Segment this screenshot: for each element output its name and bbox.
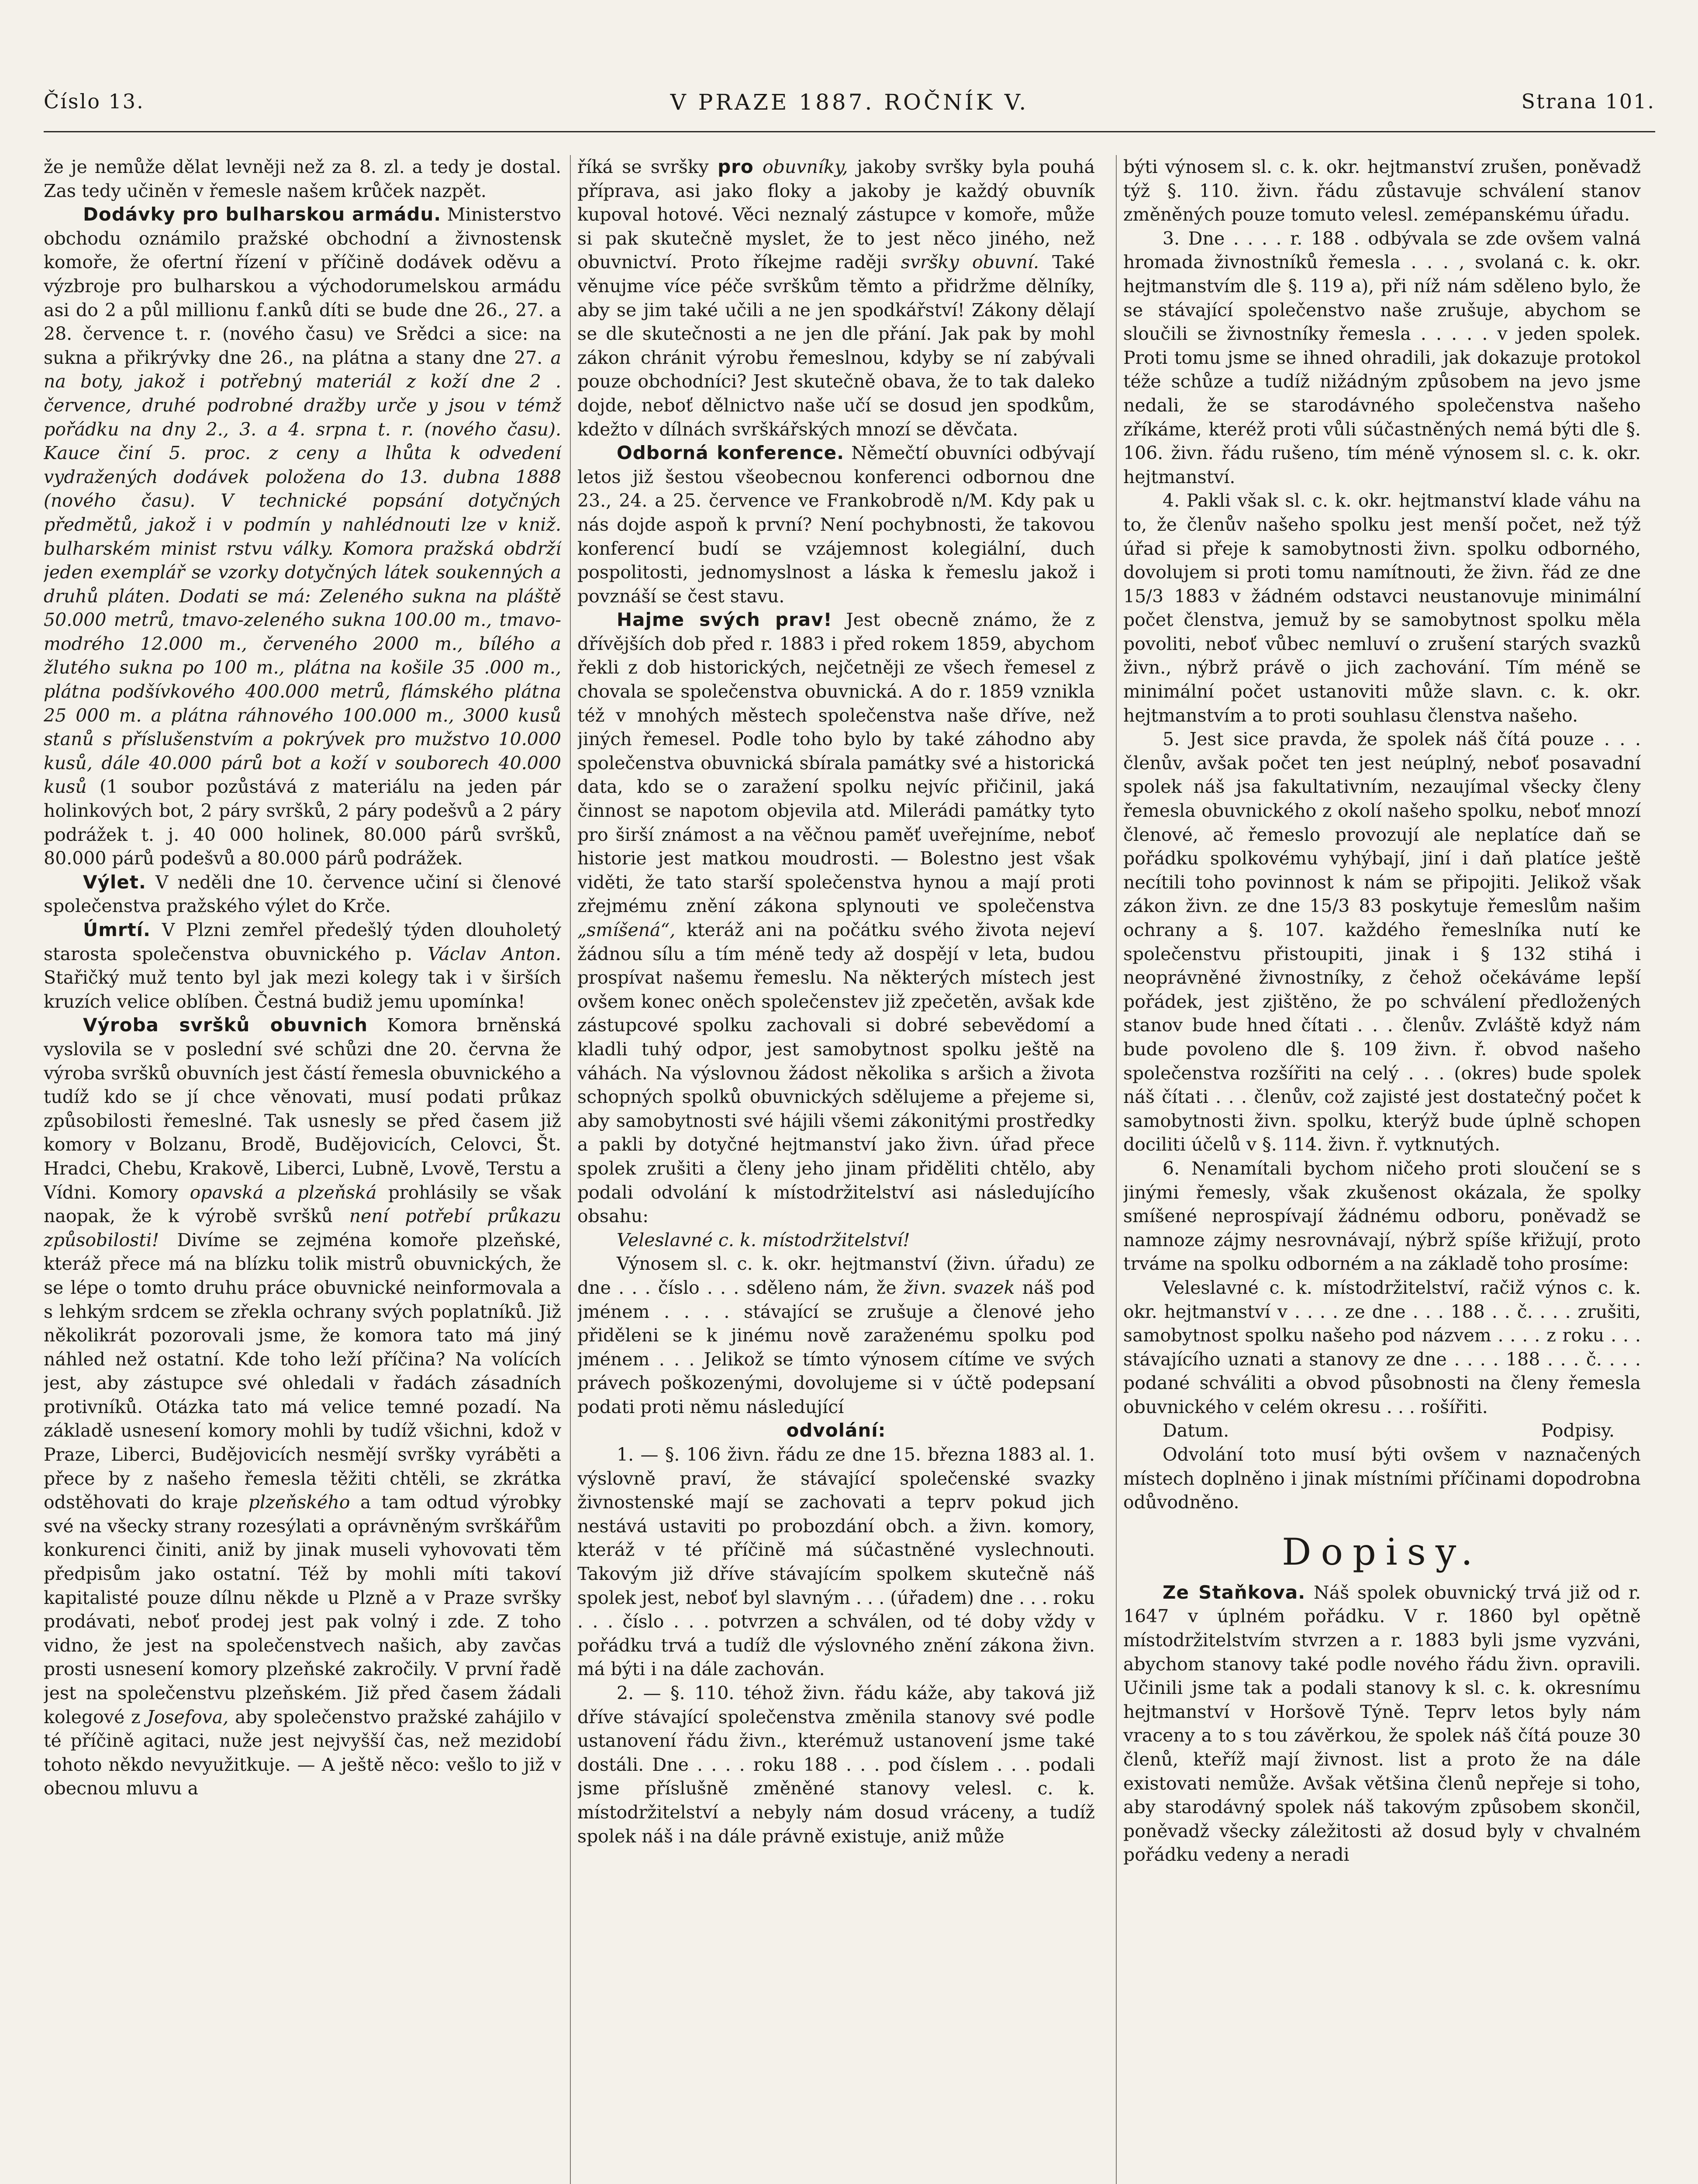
section-heading-dopisy: Dopisy. <box>1282 1530 1482 1573</box>
article-text-italic: Josefova, <box>147 1706 229 1728</box>
article-text: července, druhé podrobné dražby urče y jsou v témž pořádku na dny 2., 3. a 4. srpna t. r. (nového času). Kauce činí 5. proc. z ceny a lhůta k odvedení vydražených dodávek položena do 13. dubna 1888 (nového času). V technické popsání dotyčných předmětů, jakož i v podmín y nahlédnouti lze v kniž. bulharském minist rstvu války. Komora pražská obdrží jeden exemplář se vzorky dotyčných látek soukenných a druhů pláten. Dodati se má: Zeleného sukna na pláště 50.000 metrů, tmavo-zeleného sukna 100.00 m., tmavo-modrého 12.000 m., červeného 2000 m., bílého a žlutého sukna po 100 m., plátna na košile 35 .000 m., plátna podšívkového 400.000 metrů, flámského plátna 25 000 m. a plátna ráhnového 100.000 m., 3000 kusů stanů s příslušenstvím a pokrývek pro mužstvo 10.000 kusů, dále <box>44 394 561 774</box>
article-text-italic: Václav Anton. <box>428 943 561 964</box>
paragraph: 1. — §. 106 živn. řádu ze dne 15. března 1883 al. 1. výslovně praví, že stávající společenské svazky živnostenské mají se zachovati a teprv pokud jich nestává ustaviti po probozdání obch. a živn. komory, kteráž v té příčině má súčastněné vyslechnouti. Takovým již dříve stávajícím spolkem skutečně náš spolek jest, neboť byl slavným . . . (úřadem) dne . . . roku . . . číslo . . . potvrzen a schválen, od té doby vždy v pořádku trvá a tudíž dle výslovného znění zákona živn. má býti i na dále zachován. <box>577 1444 1095 1680</box>
article-heading: Výlet. <box>83 871 146 893</box>
article-heading: Výroba svršků obuvnich <box>83 1014 368 1036</box>
article-text: Jest obecně známo, že z dřívějších dob před r. 1883 i před rokem 1859, abychom řekli z dob historických, nejčetněji ze všech řemesel z chovala se společenstva obuvnická. A do r. 1859 vznikla též v mnohých městech společenstva naše dříve, než jiných řemesel. Podle toho bylo by také záhodno aby společenstva obuvnická sbírala památky své a historická data, kdo se o zaražení spolku nejvíc přičinil, jaká činnost se napotom objevila atd. Milerádi památky tyto pro širší známost a na věčnou paměť uveřejníme, neboť historie jest matkou moudrosti. — Bolestno jest však viděti, že tato starší společenstva hynou a mají proti zřejmému znění zákona splynouti ve společenstva <box>577 609 1095 917</box>
paragraph: že je nemůže dělat levněji než za 8. zl. a tedy je dostal. Zas tedy učiněn v řemesle našem krůček nazpět. <box>44 156 561 201</box>
article-stankov <box>1123 1581 1641 1867</box>
signatures-label: Podpisy. <box>1541 1420 1615 1441</box>
paragraph: býti výnosem sl. c. k. okr. hejtmanství zrušen, poněvadž týž §. 110. živn. řádu zůstavuje schválení stanov změněných pouze tomuto velesl. zemépanskému úřadu. <box>1123 156 1641 225</box>
salutation: Veleslavné c. k. místodržitelství! <box>617 1229 910 1251</box>
article-text: V neděli dne 10. července učiní si členové společenstva pražského výlet do Krče. <box>44 871 561 917</box>
appeal-heading: odvolání: <box>786 1420 886 1441</box>
header-rule <box>44 131 1655 132</box>
article-text: jakoby svršky byla pouhá příprava, asi jako floky a jakoby je každý obuvník kupoval hotové. Věci neznalý zástupce v komoře, může si pak skutečně myslet, že to jest něco jiného, než obuvnictví. Proto říkejme raději <box>577 156 1095 273</box>
article-text-bold: pro <box>718 156 754 177</box>
article-heading: Odborná konference. <box>617 442 845 464</box>
column-1 <box>44 155 561 2184</box>
article-text: prohlásily se však naopak, že k výrobě svršků <box>44 1182 561 1227</box>
paragraph: Veleslavné c. k. místodržitelství, račiž výnos c. k. okr. hejtmanství v . . . . ze dne . . . 188 . . č. . . . zrušiti, samobytnost spolku našeho pod názvem . . . . z roku . . . stávajícího uznati a stanovy ze dne . . . . 188 . . . č. . . . podané schváliti a obvod působnosti na členy řemesla obuvnického v celém okresu . . . rošířiti. <box>1123 1277 1641 1417</box>
article-text: kteráž ani na počátku svého života nejeví žádnou sílu a tím méně tedy až dospějí v leta, budou prospívat našemu řemeslu. Na některých místech jest ovšem konec oněch společenstev již zpečetěn, avšak kde zástupcové spolku zachovali si dobré sebevědomí a kladli tuhý odpor, jest samobytnost spolku ještě na váhách. Na výslovnou žádost několika s aršich a života schopných spolků obuvnických sdělujeme a přejeme si, aby samobytnosti své hájili všemi zákonitými prostředky a pakli by dotyčné hejtmanství jako živn. úřad přece spolek zrušiti a členy jeho jinam přiděliti chtělo, aby podali odvolání k místodržitelství asi následujícího obsahu: <box>577 919 1095 1227</box>
article-text-italic: 40.000 párů bot a koží v souborech 40.000 kusů <box>44 752 561 798</box>
article-heading: Ze Staňkova. <box>1163 1581 1306 1603</box>
column-divider <box>570 155 571 2184</box>
article-text: a tam odtud výrobky své na všecky strany rozesýlati a oprávněným svrškářům konkurenci činiti, aniž by jinak museli vyhovovati těm předpisům jako ostatní. Též by mohli míti takoví kapitalisté pouze dílnu někde u Plzně a v Praze svršky prodávati, neboť prodej jest pak volný i zde. Z toho vidno, že jest na společenstvech našich, aby zavčas prosti usnesení komory plzeňské zakročily. V první řadě jest na společenstvu plzeňském. Již před časem žádali kolegové z <box>44 1492 561 1728</box>
issue-number: Číslo 13. <box>44 90 145 113</box>
article-text-italic: a na boty, jakož i potřebný materiál z koží dne 2 . <box>44 347 561 392</box>
article-text: Komora brněnská vyslovila se v poslední své schůzi dne 20. června že výroba svršků obuvních jest částí řemesla obuvnického a tudíž kdo se jí chce věnovati, musí podati průkaz způsobilosti řemeslné. Tak usnesly se před časem již komory v Bolzanu, Brodě, Budějovicích, Celovci, Št. Hradci, Chebu, Krakově, Liberci, Lubně, Lvově, Terstu a Vídni. Komory <box>44 1015 561 1203</box>
column-3 <box>1123 155 1641 2184</box>
article-text: (1 soubor pozůstává z materiálu na jeden pár holinkových bot, 2 páry svršků, 2 páry podešvů a 2 páry podrážek t. j. 40 000 holinek, 80.000 párů svršků, 80.000 párů podešvů a 80.000 párů podrážek. <box>44 776 561 869</box>
article-heading: Hajme svých prav! <box>617 609 832 631</box>
article-text: náš pod jménem . . . . stávající se zrušuje a členové jeho přiděleni se k jinému nově zaraženému spolku pod jménem . . . Jelikož se tímto výnosem cítíme ve svých právech poškozenými, dovolujeme si v účtě podepsaní podati proti němu následující <box>577 1277 1095 1417</box>
paragraph: 2. — §. 110. téhož živn. řádu káže, aby taková již dříve stávající společenstva změnila stanovy své podle ustanovení řádu živn., kterémuž ustanovení jsme také dostáli. Dne . . . . roku 188 . . . pod číslem . . . podali jsme příslušně změněné stanovy velesl. c. k. místodržitelství a nebyly nám dosud vráceny, a tudíž spolek náš i na dále právně existuje, aniž může <box>577 1683 1095 1847</box>
paragraph <box>577 155 1095 441</box>
article-text: Také věnujme více péče svrškům těmto a přidržme dělníky, aby se jim také učili a ne jen spodkářství! Zákony dělají se dle skutečnosti a ne jen dle přání. Jak pak by mohl zákon chránit výrobu řemeslnou, kdyby se ní zabývali pouze obchodníci? Jest skutečně obava, že to tak daleko dojde, neboť dělnictvo naše učí se dosud jen spodkům, kdežto v dílnách svrškářských mnozí se děvčata. <box>577 252 1095 440</box>
article-hajme <box>577 608 1095 1228</box>
column-divider <box>1116 155 1117 2184</box>
article-umrti <box>44 918 561 1013</box>
date-label: Datum. <box>1163 1420 1229 1441</box>
page-header <box>44 90 1655 124</box>
article-text-italic: obuvníky, <box>763 156 848 177</box>
article-text: Ministerstvo obchodu oznámilo pražské obchodní a živnostensk komoře, že ofertní řízení v příčině dodávek oděvu a výzbroje pro bulharskou a východorumelskou armádu asi do 2 a půl millionu f.anků díti se bude dne 26., 27. a 28. července t. r. (nového času) ve Srědci a sice: na sukna a přikrývky dne 26., na plátna a stany dne 27. <box>44 204 561 368</box>
paragraph <box>577 1252 1095 1419</box>
column-2 <box>577 155 1095 2184</box>
article-text: Němečtí obuvníci odbývají letos již šestou všeobecnou konferenci odbornou dne 23., 24. a 25. července ve Frankobrodě n/M. Kdy pak u nás dojde aspoň k první? Není pochybnosti, že takovou konferencí budí se vzájemnost kolegiální, duch pospolitosti, jednomyslnost a láska k řemeslu jakož i povznáší se čest stavu. <box>577 442 1095 607</box>
paragraph: Odvolání toto musí býti ovšem v naznačených místech doplněno i jinak místními příčinami dopodrobna odůvodněno. <box>1123 1444 1641 1513</box>
article-text: Náš spolek obuvnický trvá již od r. 1647 v úplném pořádku. V r. 1860 byl opětně místodržitelstvím stvrzen a r. 1883 byli jsme vyzváni, abychom stanovy také podle nového řádu živn. opravili. Učinili jsme tak a podali stanovy k sl. c. k. okresnímu hejtmanství v Horšově Týně. Teprv letos byly nám vraceny a to s tou závěrkou, že spolek náš čítá pouze 30 členů, kteříž mají živnost. list a proto že na dále existovati nemůže. Avšak většina členů nepřeje si toho, aby starodávný spolek náš takovým způsobem skončil, poněvadž všecky záležitosti až dosud byly v chvalném pořádku vedeny a neradi <box>1123 1582 1641 1866</box>
article-text-italic: plzeňského <box>248 1492 350 1513</box>
article-vylet <box>44 871 561 918</box>
article-text: Divíme se zejména komoře plzeňské, kteráž přece má na blízku tolik mistrů obuvnických, že se lépe o tomto druhu práce obuvnické neinformovala a s lehkým srdcem se zřekla ochrany svých poplatníků. Již několikrát pozorovali jsme, že komora tato má jiný náhled než ostatní. Kde toho leží příčina? Na volících jest, aby zástupce své ohledali v řadách zásadních protivníků. Otázka tato má velice temné pozadí. Na základě usnesení komory mohli by tudíž všichni, kdož v Praze, Liberci, Budějovicích nesmějí svršky vyráběti a přece by z našeho řemesla těžiti chtěli, se zkrátka odstěhovati do kraje <box>44 1229 561 1513</box>
masthead-title: V PRAZE 1887. ROČNÍK V. <box>670 90 1029 115</box>
article-text-italic: svršky obuvní. <box>901 252 1039 273</box>
signature-line <box>1123 1419 1641 1443</box>
article-text: říká se svršky <box>577 156 709 177</box>
article-text: Stařičký muž tento byl jak mezi kolegy tak i v širších kruzích velice oblíben. Čestná budiž jemu upomínka! <box>44 967 561 1012</box>
article-dodavky <box>44 203 561 871</box>
article-heading: Úmrtí. <box>83 919 151 940</box>
article-text: V Plzni zemřel předešlý týden dlouholetý starosta společenstva obuvnického p. <box>44 919 561 964</box>
page-number: Strana 101. <box>1521 90 1655 113</box>
article-text-italic: živn. svazek <box>904 1277 1015 1298</box>
paragraph: 6. Nenamítali bychom ničeho proti sloučení se s jinými řemesly, však zkušenost okázala, že spolky smíšené neprospívají žádnému odboru, poněvadž se namnoze zájmy nesrovnávají, nýbrž spíše křižují, proto trváme na spolku odborném a na základě toho prosíme: <box>1123 1158 1641 1275</box>
article-text: Výnosem sl. c. k. okr. hejtmanství (živn. úřadu) ze dne . . . číslo . . . sděleno nám, že <box>577 1253 1095 1298</box>
paragraph: 5. Jest sice pravda, že spolek náš čítá pouze . . . členův, avšak počet ten jest neúplný, neboť posavadní spolek náš jsa fakultativním, nezaujímal všecky členy řemesla obuvnického z okolí našeho spolku, neboť mnozí členové, ač řemeslo provozují ale neplatíce daň se pořádku spolkovému vyhýbají, jiní i daň platíce ještě necítili toho povinnost k nám se připojiti. Jelikož však zákon živn. ze dne 15/3 83 poskytuje řemeslům našim ochrany a §. 107. každého řemeslníka nutí ke společenstvu přistoupiti, jinak i § 132 stihá i neoprávněné živnostníky, z čehož očekáváme lepší pořádek, jest zjištěno, že po schválení předložených stanov bude hned čítati . . . členův. Zvláště když nám bude povoleno dle §. 109 živn. ř. obvod našeho společenstva rozšířiti na celý . . . (okres) bude spolek náš čítati . . . členův, což zajisté jest dostatečný počet k samobytnosti živn. spolku, kterýž bude úplně schopen dociliti účelů v §. 114. živn. ř. vytknutých. <box>1123 729 1641 1155</box>
paragraph: 3. Dne . . . . r. 188 . odbývala se zde ovšem valná hromada živnostníků řemesla . . . , svolaná c. k. okr. hejtmanstvím dle §. 119 a), při níž nám sděleno bylo, že se stávající společenstvo naše zrušuje, abychom se sloučili se živnostníky řemesla . . . . . v jeden spolek. Proti tomu jsme se ihned ohradili, jak dokazuje protokol téže schůze a tudíž nižádným způsobem na jevo jsme nedali, že se starodávného společenstva našeho zříkáme, kteréž proti vůli súčastněných nemá býti dle §. 106. živn. řádu rušeno, tím méně výnosem sl. c. k. okr. hejtmanství. <box>1123 228 1641 487</box>
article-text: aby společenstvo pražské zahájilo v té příčině agitaci, nuže jest nejvyšší čas, než mezidobí tohoto někdo nevyužitkuje. — A ještě něco: vešlo to již v obecnou mluvu a <box>44 1706 561 1799</box>
article-text-italic: „smíšená“, <box>577 919 676 940</box>
article-text-italic: není potřebí průkazu způsobilosti! <box>44 1206 561 1251</box>
article-text-italic: opavská a plzeňská <box>190 1182 377 1203</box>
paragraph: 4. Pakli však sl. c. k. okr. hejtmanství klade váhu na to, že členův našeho spolku jest menší počet, než týž úřad si přeje k samobytnosti živn. spolku odborného, dovolujem si proti tomu namítnouti, že živn. řád ze dne 15/3 1883 v žádném odstavci neustanovuje minimální počet členstva, jemuž by se samobytnost spolku měla povoliti, neboť vůbec nemluví o zrušení starých svazků živn., nýbrž právě o jich zachování. Tím méně se minimální počet ustanoviti může slavn. c. k. okr. hejtmanstvím a to proti souhlasu členstva našeho. <box>1123 490 1641 726</box>
article-vyroba <box>44 1013 561 1800</box>
article-heading: Dodávky pro bulharskou armádu. <box>83 204 442 225</box>
article-odborna <box>577 441 1095 608</box>
